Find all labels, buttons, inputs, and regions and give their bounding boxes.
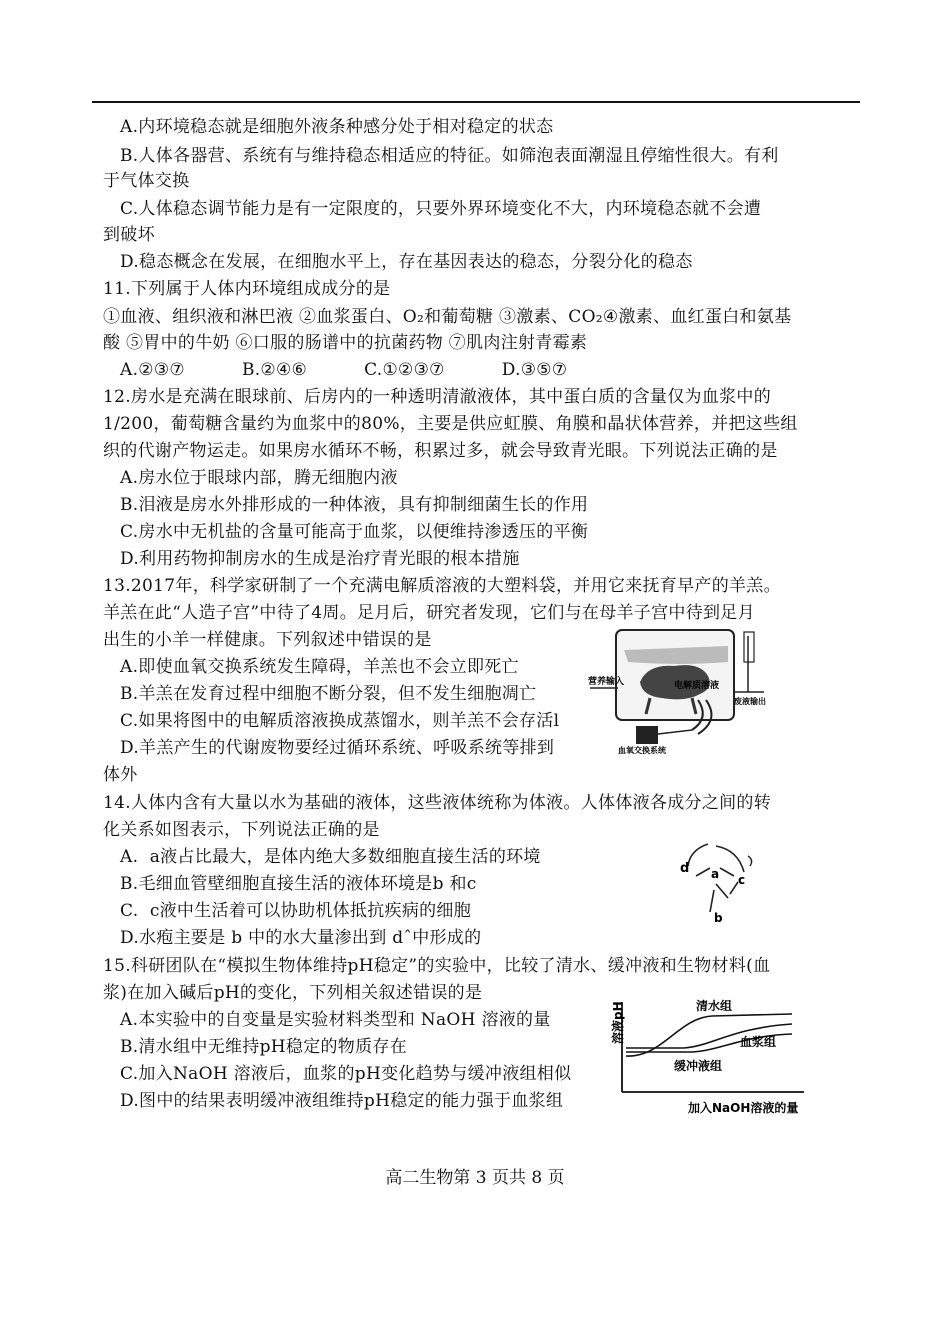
text-line: 出生的小羊一样健康。下列叙述中错误的是 [103, 630, 432, 650]
label-waste-output: 废液输出 [734, 697, 766, 706]
text-line: 体外 [103, 765, 138, 785]
legend-buffer: 缓冲液组 [674, 1059, 723, 1073]
text-line: C.人体稳态调节能力是有一定限度的，只要外界环境变化不大，内环境稳态就不会遭 [120, 199, 762, 219]
ph-chart [592, 994, 812, 1118]
label-c: c [738, 873, 746, 887]
text-line: B.人体各器营、系统有与维持稳态相适应的特征。如筛泡表面潮湿且停缩性很大。有利 [120, 146, 779, 166]
text-line: D.水疱主要是 b 中的水大量渗出到 dˆ中形成的 [120, 928, 482, 948]
text-line: B.泪液是房水外排形成的一种体液，具有抑制细菌生长的作用 [120, 495, 589, 515]
text-line: 1/200，葡萄糖含量约为血浆中的80%，主要是供应虹膜、角膜和晶状体营养，并把这些组 [103, 414, 798, 434]
text-line: A.本实验中的自变量是实验材料类型和 NaOH 溶液的量 [120, 1010, 551, 1030]
text-line: C.加入NaOH 溶液后，血浆的pH变化趋势与缓冲液组相似 [120, 1064, 572, 1084]
text-line: 酸 ⑤胃中的牛奶 ⑥口服的肠谱中的抗菌药物 ⑦肌肉注射青霉素 [103, 333, 588, 353]
legend-plasma: 血浆组 [740, 1035, 777, 1049]
label-b: b [714, 911, 723, 925]
header-rule [92, 101, 860, 103]
label-nutrient-input: 营养输入 [588, 677, 625, 687]
oxygenator-icon [636, 726, 658, 744]
text-line: A.内环境稳态就是细胞外液条种感分处于相对稳定的状态 [120, 117, 554, 137]
text-line: 羊羔在此“人造子宫”中待了4周。足月后，研究者发现，它们与在母羊子宫中待到足月 [103, 603, 755, 623]
question-11-options: A.②③⑦ B.②④⑥ C.①②③⑦ D.③⑤⑦ [120, 360, 568, 380]
body-fluid-diagram [668, 832, 763, 927]
text-line: A.房水位于眼球内部，腾无细胞内液 [120, 468, 398, 488]
question-12-stem: 12.房水是充满在眼球前、后房内的一种透明清澈液体，其中蛋白质的含量仅为血浆中的 [103, 387, 772, 407]
text-line: A. a液占比最大，是体内绝大多数细胞直接生活的环境 [120, 847, 541, 867]
label-electrolyte: 电解质溶液 [674, 681, 720, 691]
text-line: D.图中的结果表明缓冲液组维持pH稳定的能力强于血浆组 [120, 1091, 564, 1111]
text-line: 织的代谢产物运走。如果房水循环不畅，积累过多，就会导致青光眼。下列说法正确的是 [103, 441, 778, 461]
label-oxygen-system: 血氧交换系统 [618, 746, 666, 755]
page-footer: 高二生物第 3 页共 8 页 [385, 1168, 565, 1188]
question-14-stem: 14.人体内含有大量以水为基础的液体，这些液体统称为体液。人体体液各成分之间的转 [103, 793, 772, 813]
text-line: D.利用药物抑制房水的生成是治疗青光眼的根本措施 [120, 549, 520, 569]
y-axis-label: 溶液pH [611, 1001, 625, 1044]
text-line: A.即使血氧交换系统发生障碍，羊羔也不会立即死亡 [120, 657, 519, 677]
text-line: 到破坏 [103, 225, 155, 245]
text-line: C.房水中无机盐的含量可能高于血浆，以便维持渗透压的平衡 [120, 522, 589, 542]
text-line: D.稳态概念在发展，在细胞水平上，存在基因表达的稳态，分裂分化的稳态 [120, 252, 693, 272]
question-11-stem: 11.下列属于人体内环境组成成分的是 [103, 279, 391, 299]
label-a: a [711, 867, 720, 881]
text-line: D.羊羔产生的代谢废物要经过循环系统、呼吸系统等排到 [120, 738, 555, 758]
text-line: 化关系如图表示，下列说法正确的是 [103, 820, 380, 840]
text-line: C. c液中生活着可以协助机体抵抗疾病的细胞 [120, 901, 472, 921]
legend-water: 清水组 [696, 999, 733, 1013]
text-line: 于气体交换 [103, 171, 190, 191]
text-line: C.如果将图中的电解质溶液换成蒸馏水，则羊羔不会存活l [120, 711, 560, 731]
label-d: d [680, 861, 690, 876]
artificial-womb-figure [588, 622, 768, 757]
question-13-stem: 13.2017年，科学家研制了一个充满电解质溶液的大塑料袋，并用它来抚育早产的羊羔。 [103, 576, 781, 596]
text-line: B.清水组中无维持pH稳定的物质存在 [120, 1037, 408, 1057]
text-line: B.毛细血管壁细胞直接生活的液体环境是b 和c [120, 874, 477, 894]
text-line: 浆)在加入碱后pH的变化，下列相关叙述错误的是 [103, 983, 483, 1003]
text-line: ①血液、组织液和淋巴液 ②血浆蛋白、O₂和葡萄糖 ③激素、CO₂④激素、血红蛋白和氨基 [103, 307, 792, 327]
text-line: B.羊羔在发育过程中细胞不断分裂，但不发生细胞凋亡 [120, 684, 537, 704]
x-axis-label: 加入NaOH溶液的量 [688, 1101, 799, 1115]
question-15-stem: 15.科研团队在“模拟生物体维持pH稳定”的实验中，比较了清水、缓冲液和生物材料(血 [103, 956, 771, 976]
